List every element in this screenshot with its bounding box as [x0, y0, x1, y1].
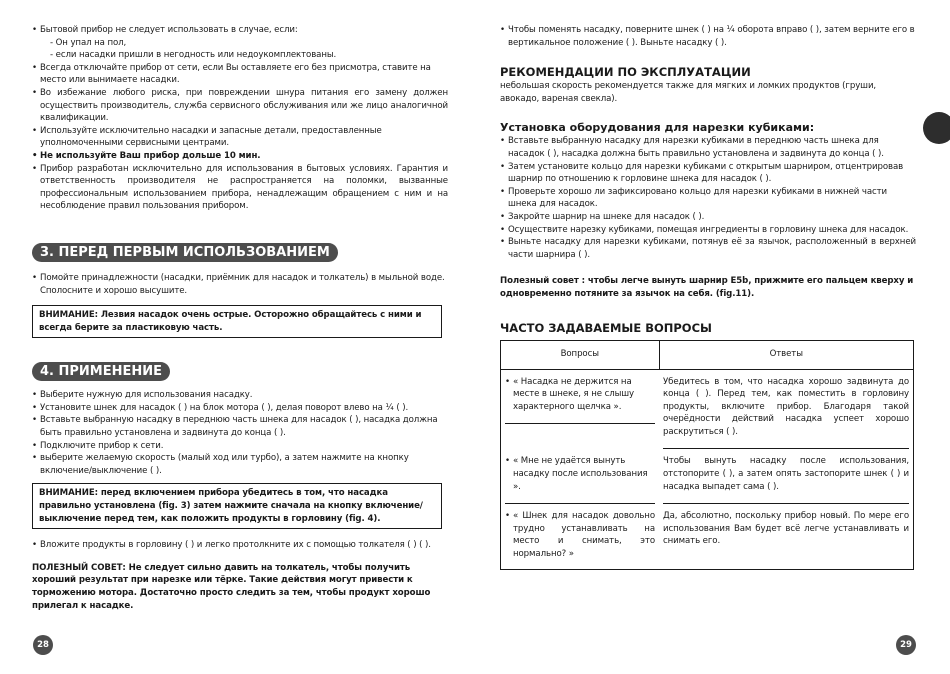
faq-question: • « Мне не удаётся вынуть насадку после использования ». [505, 455, 655, 504]
section-3-warning: ВНИМАНИЕ: Лезвия насадок очень острые. Осторожно обращайтесь с ними и всегда берите за пластиковую часть. [32, 305, 442, 338]
section-3-heading: 3. ПЕРЕД ПЕРВЫМ ИСПОЛЬЗОВАНИЕМ [32, 243, 338, 262]
cubes-item: • Вставьте выбранную насадку для нарезки кубиками в переднюю часть шнека для насадок ( ), насадка должна быть правильно установлена и задвинута до конца ( ). [500, 135, 916, 160]
intro-item-bold: • Не используйте Ваш прибор дольше 10 мин. [32, 150, 448, 163]
section-4-warning: ВНИМАНИЕ: перед включением прибора убедитесь в том, что насадка правильно установлена (fig. 3) затем нажмите сначала на кнопку включение/выключение перед тем, как положить продукты в горловину (fig. 4). [32, 483, 442, 529]
change-attachment-item: • Чтобы поменять насадку, поверните шнек ( ) на ¼ оборота вправо ( ), затем верните его в вертикальное положение ( ). Выньте насадку ( ). [500, 24, 916, 49]
cubes-heading: Установка оборудования для нарезки кубиками: [500, 121, 815, 135]
faq-question: • « Шнек для насадок довольно трудно устанавливать на место и снимать, это нормально? » [505, 510, 655, 568]
faq-answer: Да, абсолютно, поскольку прибор новый. По мере его использования Вам будет всё легче устанавливать и снимать его. [663, 511, 909, 547]
faq-heading: ЧАСТО ЗАДАВАЕМЫЕ ВОПРОСЫ [500, 320, 712, 335]
section-4-heading: 4. ПРИМЕНЕНИЕ [32, 362, 170, 381]
right-page [500, 24, 916, 570]
faq-row [501, 369, 914, 449]
cubes-item: • Осуществите нарезку кубиками, помещая ингредиенты в горловину шнека для насадок. [500, 224, 916, 237]
page-number-right: 29 [896, 635, 916, 655]
intro-subline: - Он упал на пол, [50, 37, 127, 48]
intro-item: • Используйте исключительно насадки и запасные детали, предоставленные уполномоченными сервисными центрами. [32, 125, 448, 150]
cubes-item: • Проверьте хорошо ли зафиксировано кольцо для нарезки кубиками в нижней части шнека для насадок. [500, 186, 916, 211]
cubes-item: • Закройте шарнир на шнеке для насадок ( ). [500, 211, 916, 224]
faq-answer: Чтобы вынуть насадку после использования, отстопорите ( ), а затем опять застопорите шнек ( ) и насадка выпадет сама ( ). [663, 455, 909, 504]
left-page [32, 24, 448, 612]
page-tab-marker [923, 112, 950, 144]
section-4-item: • Подключите прибор к сети. [32, 440, 448, 453]
faq-col-questions: Вопросы [501, 340, 660, 369]
intro-item: • Прибор разработан исключительно для использования в бытовых условиях. Гарантия и ответственность производителя не распространяется на поломки, вызванные профессиональным использованием прибора, ненадлежащим обращением с ним и на несоблюдение правил пользования прибором. [32, 163, 448, 213]
section-4-item: • Вставьте выбранную насадку в переднюю часть шнека для насадок ( ), насадка должна быть правильно установлена и задвинута до конца ( ). [32, 414, 448, 439]
section-4-tip: ПОЛЕЗНЫЙ СОВЕТ: Не следует сильно давить на толкатель, чтобы получить хороший результат при нарезке или тёрке. Такие действия могут привести к торможению мотора. Достаточно просто следить за тем, чтобы продукт хорошо прилегал к насадке. [32, 562, 431, 611]
intro-subline: - если насадки пришли в негодность или недоукомплектованы. [50, 50, 337, 61]
section-4-item: • Вложите продукты в горловину ( ) и легко протолкните их с помощью толкателя ( ) ( ). [32, 539, 448, 552]
faq-row [501, 449, 914, 504]
section-4-item: • Выберите нужную для использования насадку. [32, 389, 448, 402]
faq-table [500, 340, 914, 570]
intro-item: • Всегда отключайте прибор от сети, если Вы оставляете его без присмотра, ставите на место или вынимаете насадки. [32, 62, 448, 87]
cubes-tip: Полезный совет : чтобы легче вынуть шарнир E5b, прижмите его пальцем кверху и одновременно потяните за язычок на себя. (fig.11). [500, 276, 914, 299]
faq-row [501, 504, 914, 569]
faq-col-answers: Ответы [659, 340, 914, 369]
faq-question: • « Насадка не держится на месте в шнеке, я не слышу характерного щелчка ». [505, 376, 655, 425]
section-3-item: • Помойте принадлежности (насадки, приёмник для насадок и толкатель) в мыльной воде. Сполосните и хорошо высушите. [32, 272, 448, 297]
cubes-item: • Выньте насадку для нарезки кубиками, потянув её за язычок, расположенный в верхней части шарнира ( ). [500, 236, 916, 261]
intro-line: • Бытовой прибор не следует использовать в случае, если: [32, 24, 448, 37]
cubes-item: • Затем установите кольцо для нарезки кубиками с открытым шарниром, отцентрировав шарнир по отношению к горловине шнека для насадок ( ). [500, 161, 916, 186]
recommendations-text: небольшая скорость рекомендуется также для мягких и ломких продуктов (груши, авокадо, вареная свекла). [500, 81, 877, 104]
section-4-item: • Установите шнек для насадок ( ) на блок мотора ( ), делая поворот влево на ¼ ( ). [32, 402, 448, 415]
section-4-item: • выберите желаемую скорость (малый ход или турбо), а затем нажмите на кнопку включение/выключение ( ). [32, 452, 448, 477]
page-number-left: 28 [33, 635, 53, 655]
recommendations-heading: РЕКОМЕНДАЦИИ ПО ЭКСПЛУАТАЦИИ [500, 65, 751, 80]
faq-answer: Убедитесь в том, что насадка хорошо задвинута до конца ( ). Перед тем, как поместить в горловину продукты, включите прибор. Благодаря такой очерёдности действий насадка успеет хорошо раскрутиться ( ). [663, 376, 909, 450]
intro-item: • Во избежание любого риска, при повреждении шнура питания его замену должен осуществить производитель, служба сервисного обслуживания или же лицо аналогичной квалификации. [32, 87, 448, 125]
